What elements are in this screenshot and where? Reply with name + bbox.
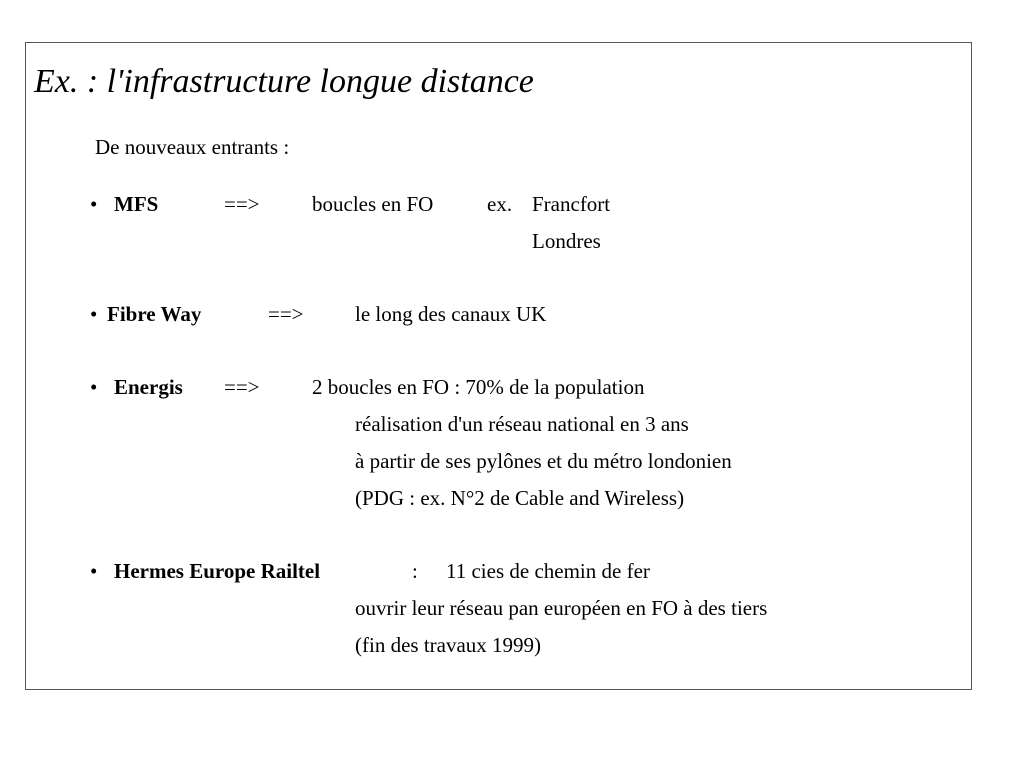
city-francfort: Francfort (532, 192, 611, 216)
energis-line-1: 2 boucles en FO : 70% de la population (312, 375, 645, 399)
arrow-fibreway: ==> (268, 302, 304, 326)
bullet-hermes: • (90, 559, 98, 583)
example-label-mfs: ex. (487, 192, 513, 216)
bullet-mfs: • (90, 192, 98, 216)
entry-name-mfs: MFS (114, 192, 159, 216)
hermes-line-3: (fin des travaux 1999) (355, 633, 542, 657)
arrow-energis: ==> (224, 375, 260, 399)
entry-text-mfs: boucles en FO (312, 192, 434, 216)
entry-text-fibreway: le long des canaux UK (355, 302, 547, 326)
bullet-fibreway: • (90, 302, 98, 326)
hermes-line-1: 11 cies de chemin de fer (446, 559, 650, 583)
energis-line-2: réalisation d'un réseau national en 3 ans (355, 412, 689, 436)
city-londres: Londres (532, 229, 601, 253)
slide-title: Ex. : l'infrastructure longue distance (34, 63, 534, 100)
separator-hermes: : (412, 559, 418, 583)
energis-line-3: à partir de ses pylônes et du métro londonien (355, 449, 732, 473)
intro-text: De nouveaux entrants : (95, 135, 290, 159)
entry-name-hermes: Hermes Europe Railtel (114, 559, 321, 583)
bullet-energis: • (90, 375, 98, 399)
entry-name-energis: Energis (114, 375, 183, 399)
energis-line-4: (PDG : ex. N°2 de Cable and Wireless) (355, 486, 685, 510)
arrow-mfs: ==> (224, 192, 260, 216)
entry-name-fibreway: Fibre Way (107, 302, 202, 326)
hermes-line-2: ouvrir leur réseau pan européen en FO à des tiers (355, 596, 768, 620)
